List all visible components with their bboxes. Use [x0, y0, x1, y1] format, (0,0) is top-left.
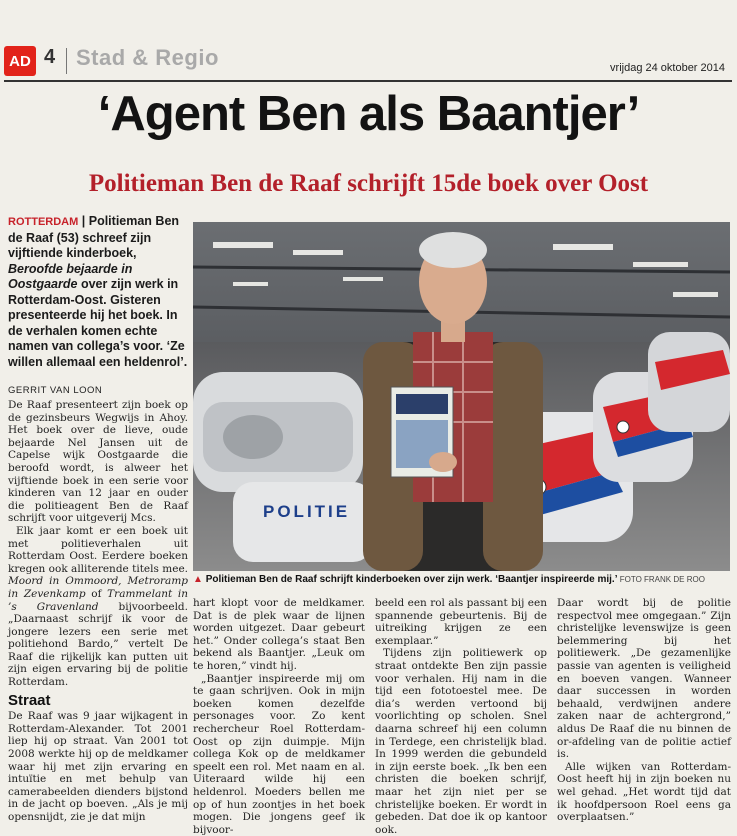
byline: GERRIT VAN LOON	[8, 385, 103, 396]
column-2	[193, 597, 365, 836]
text: Elk jaar komt er een boek uit met politieverhalen uit Rotterdam Oost. Eerdere boeken kregen ook alliterende titels mee.	[8, 524, 188, 575]
text: of	[85, 587, 108, 600]
paragraph: De Raaf presenteert zijn boek op de gezinsbeurs Wegwijs in Ahoy. Het boek over de lieve, oude bejaarde Nel Jansen uit de Capelse wijk Oostgaarde die beroofd wordt, is alweer het vijftiende boek in een serie voor kinderen van 12 jaar en ouder die politieagent Ben de Raaf schrijft voor uitgeverij Mcs.	[8, 399, 188, 525]
header-rule	[4, 80, 732, 82]
divider	[66, 48, 67, 74]
text-italic: Moord in Ommoord, Metroramp in Zevenkamp	[8, 575, 188, 600]
paragraph: Alle wijken van Rotterdam-Oost heeft hij in zijn boeken nu wel gehad. „Het wordt tijd dat ik hoofdpersoon Roel eens ga overplaatsen.”	[557, 760, 731, 824]
column-3	[375, 597, 547, 836]
caption-triangle-icon: ▲	[193, 574, 203, 585]
section-title: Stad & Regio	[76, 45, 219, 70]
motor-label: POLITIE	[263, 502, 351, 521]
masthead	[0, 38, 737, 80]
article-photo	[193, 222, 730, 571]
issue-date: vrijdag 24 oktober 2014	[610, 62, 725, 74]
caption-text: Politieman Ben de Raaf schrijft kinderboeken over zijn werk. ‘Baantjer inspireerde mij.’	[205, 574, 617, 585]
paragraph	[8, 525, 188, 689]
photo-credit: FOTO FRANK DE ROO	[619, 575, 705, 584]
text: bijvoorbeeld. „Daarnaast schrijf ik voor de jongere lezers een serie met politiehond Bardo,” vertelt De Raaf die rijkelijk kan putten uit zijn eigen ervaring bij de politie Rotterdam.	[8, 600, 188, 689]
photo-caption	[193, 574, 733, 585]
page-number: 4	[44, 46, 56, 68]
ad-logo: AD	[4, 46, 36, 76]
paragraph: hart klopt voor de meldkamer. Dat is de plek waar de lijnen worden uitgezet. Daar gebeurt het.” Onder collega’s staat Ben bekend als Baantjer. „Leuk om te horen,” vindt hij.	[193, 597, 365, 672]
subheading-straat: Straat	[8, 691, 51, 709]
paragraph: De Raaf was 9 jaar wijkagent in Rotterdam-Alexander. Tot 2001 liep hij op straat. Van 2001 tot 2008 werkte hij op de meldkamer waar hij met zijn ervaring en intuïtie en met behulp van camerabeelden dienders bijstond in de jacht op boeven. „Als je mij opensnijdt, zie je dat mijn	[8, 710, 188, 823]
headline: ‘Agent Ben als Baantjer’	[97, 87, 640, 141]
paragraph: Tijdens zijn politiewerk op straat ontdekte Ben zijn passie voor verhalen. Hij nam in die tijd een fototoestel mee. De dia’s werden vertoond bij voorlichting op scholen. Snel daarna schreef hij een column in Terdege, een christelijk blad. In 1999 werden die gebundeld in zijn eerste boek. „Ik ben een christen die boeken schrijf, maar het zijn niet per se christelijke boeken. Er wordt in gebeden. Dat doe ik op kantoor ook.	[375, 647, 547, 836]
paragraph: Daar wordt bij de politie respectvol mee omgegaan.” Zijn christelijke levenswijze is geen belemmering bij het politiewerk. „De gezamenlijke passie van agenten is veiligheid en boeven vangen. Wanneer daar successen in worden behaald, verdwijnen andere zaken naar de achtergrond,” aldus De Raaf die nu binnen de or-afdeling van de politie actief is.	[557, 597, 731, 761]
column-4	[557, 597, 731, 824]
intro-sep: |	[78, 214, 89, 228]
text-italic: Trammelant in ’s Gravenland	[8, 587, 189, 613]
intro-text-2: over zijn werk in Rotterdam-Oost. Gisteren presenteerde hij het boek. In de verhalen komen echte namen van collega’s voor. ‘Ze willen allemaal een heldenrol’.	[8, 277, 188, 369]
column-1	[8, 399, 188, 824]
intro-text-1: Politieman Ben de Raaf (53) schreef zijn vijftiende kinderboek,	[8, 214, 180, 260]
article-intro	[8, 214, 188, 370]
photo-illustration	[193, 222, 730, 571]
book-title: Beroofde bejaarde in Oostgaarde	[8, 261, 133, 291]
paragraph: „Baantjer inspireerde mij om te gaan schrijven. Ook in mijn boeken komen dezelfde personages voor. Zo kent rechercheur Roel Rotterdam-Oost op zijn duimpje. Mijn collega Kok op de meldkamer speelt een rol. Met naam en al. Uiteraard wilde hij een heldenrol. Moeders bellen me op of hun zoontjes in het boek mogen. Die jongens geef ik bijvoor-	[193, 672, 365, 836]
subheadline: Politieman Ben de Raaf schrijft 15de boek over Oost	[88, 170, 649, 197]
paragraph: beeld een rol als passant bij een spannende gebeurtenis. Bij de uitreiking krijgen ze een exemplaar.”	[375, 597, 547, 647]
dateline-city: ROTTERDAM	[8, 216, 79, 228]
